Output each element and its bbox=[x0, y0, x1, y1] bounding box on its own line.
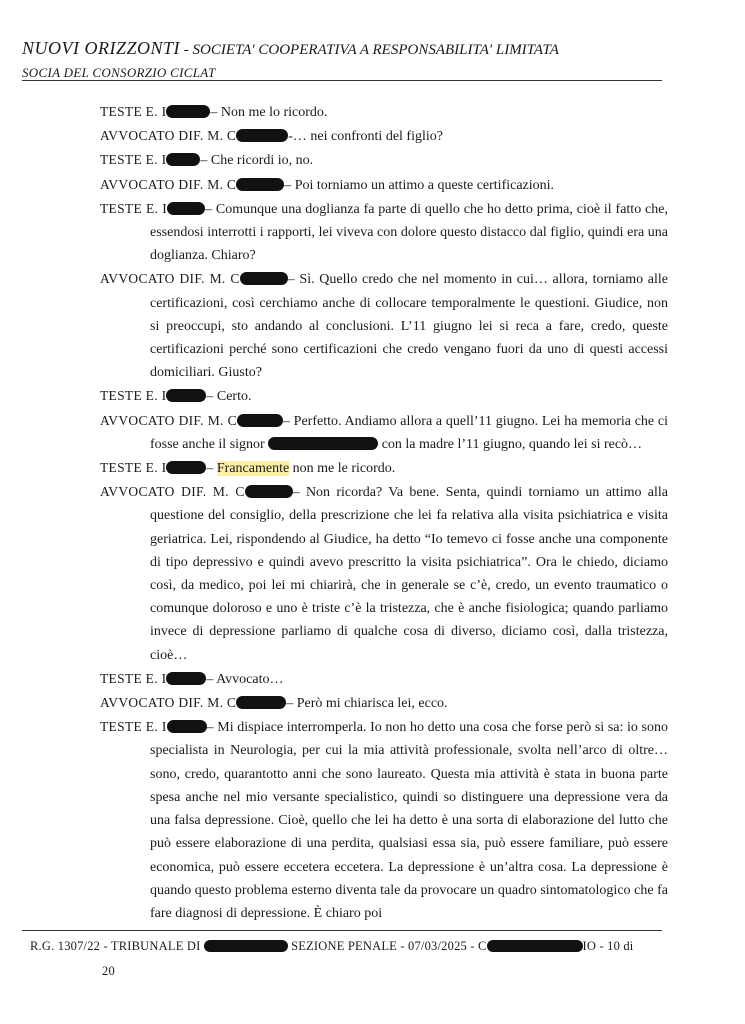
redaction-mark bbox=[166, 105, 210, 118]
transcript-turn bbox=[100, 100, 668, 124]
turn-dash: – bbox=[206, 461, 217, 477]
transcript-turn bbox=[100, 148, 668, 172]
speaker-label: TESTE E. I bbox=[100, 200, 168, 216]
footer-section-date: SEZIONE PENALE - 07/03/2025 - C bbox=[291, 939, 487, 953]
footer-page-of: IO - 10 di bbox=[582, 939, 634, 953]
footer-rule bbox=[22, 930, 662, 931]
turn-text: – Certo. bbox=[206, 389, 252, 405]
transcript-body bbox=[100, 100, 668, 925]
speaker-label: AVVOCATO DIF. M. C bbox=[100, 484, 245, 500]
turn-text: – Non ricorda? Va bene. Senta, quindi torniamo un attimo alla questione del consiglio, della prescrizione che lei fa relativa alla visita psichiatrica e visita geriatrica. Lei, rispondendo al Giudice, ha detto “Io temevo ci fosse anche una componente di tipo depressivo e quindi avevo prescritto la visita psichiatrica”. Ora le chiedo, diciamo così, da medico, poi lei mi chiarirà, che in generale se c’è, credo, un evento traumatico o comunque doloroso e uno è triste c’è la tristezza, che è anche fisiologica; quando parliamo invece di depressione parliamo di qualche cosa di diverso, diciamo così, dalla tristezza, cioè… bbox=[150, 485, 668, 663]
transcript-turn bbox=[100, 480, 668, 667]
redaction-mark bbox=[487, 940, 583, 952]
speaker-label: TESTE E. I bbox=[100, 152, 167, 168]
speaker-label: TESTE E. I bbox=[100, 670, 167, 686]
turn-text: – Poi torniamo un attimo a queste certificazioni. bbox=[284, 177, 555, 193]
turn-text: – Mi dispiace interromperla. Io non ho detto una cosa che forse però si sa: io sono specialista in Neurologia, per cui la mia attività professionale, svolta nell’arco di oltre… sono, credo, quarantotto anni che sono laureato. Questa mia attività è stata in buona parte spesa anche nel mio versante specialistico, quindi so distinguere una depressione vera da una falsa depressione. Cioè, quello che lei ha detto è una sorta di elaborazione del lutto che può essere elaborazione di una perdita, qualsiasi essa sia, può essere familiare, può essere economica, può essere eccetera eccetera. La depressione è un’altra cosa. La depressione è quando questo problema esterno diventa tale da provocare un quadro sintomatologico che fa fare diagnosi di depressione. È chiaro poi bbox=[150, 720, 668, 921]
turn-text: – Avvocato… bbox=[206, 671, 284, 687]
redaction-mark bbox=[236, 178, 284, 191]
redaction-mark bbox=[166, 153, 200, 166]
speaker-label: AVVOCATO DIF. M. C bbox=[100, 695, 237, 711]
turn-text: – Che ricordi io, no. bbox=[200, 153, 314, 169]
transcript-turn bbox=[100, 197, 668, 268]
redaction-mark bbox=[166, 389, 206, 402]
org-name: NUOVI ORIZZONTI bbox=[22, 38, 181, 58]
redaction-mark bbox=[268, 437, 378, 450]
speaker-label: AVVOCATO DIF. M. C bbox=[100, 271, 240, 287]
turn-text-continued: con la madre l’11 giugno, quando lei si recò… bbox=[381, 436, 643, 452]
turn-text: – Comunque una doglianza fa parte di quello che ho detto prima, cioè il fatto che, essendosi interrotti i rapporti, lei viveva con dolore questo distacco dal figlio, quindi era una doglianza. Chiaro? bbox=[150, 201, 668, 264]
transcript-turn bbox=[100, 667, 668, 691]
header-rule bbox=[22, 80, 662, 81]
letterhead bbox=[22, 38, 662, 81]
redaction-mark bbox=[237, 414, 283, 427]
turn-text: – Però mi chiarisca lei, ecco. bbox=[286, 696, 448, 712]
redaction-mark bbox=[240, 272, 288, 285]
transcript-turn bbox=[100, 456, 668, 480]
redaction-mark bbox=[204, 940, 288, 952]
transcript-turn bbox=[100, 173, 668, 197]
transcript-turn bbox=[100, 384, 668, 408]
consortium-line: SOCIA DEL CONSORZIO CICLAT bbox=[22, 65, 216, 80]
redaction-mark bbox=[236, 696, 286, 709]
redaction-mark bbox=[166, 461, 206, 474]
speaker-label: TESTE E. I bbox=[100, 104, 167, 119]
speaker-label: TESTE E. I bbox=[100, 388, 167, 404]
speaker-label: AVVOCATO DIF. M. C bbox=[100, 176, 237, 192]
highlighted-word: Francamente bbox=[216, 461, 290, 477]
speaker-label: AVVOCATO DIF. M. C bbox=[100, 128, 237, 144]
speaker-label: TESTE E. I bbox=[100, 719, 167, 735]
transcript-turn bbox=[100, 409, 668, 456]
transcript-turn bbox=[100, 715, 668, 925]
footer-case-number: R.G. 1307/22 - TRIBUNALE DI bbox=[30, 939, 201, 953]
org-description: - SOCIETA' COOPERATIVA A RESPONSABILITA' LIMITATA bbox=[180, 42, 559, 58]
turn-text: – Non me lo ricordo. bbox=[210, 105, 328, 120]
redaction-mark bbox=[167, 720, 207, 733]
speaker-label: AVVOCATO DIF. M. C bbox=[100, 412, 237, 428]
speaker-label: TESTE E. I bbox=[100, 460, 167, 476]
turn-text: – Sì. Quello credo che nel momento in cui… allora, torniamo alle certificazioni, così cerchiamo anche di collocare temporalmente le questioni. Giudice, non si preoccupi, sto andando al conclusioni. L’11 giugno lei si reca a fare, credo, queste certificazioni perché sono certificazioni che credo vengano fuori da uno di questi accessi domiciliari. Giusto? bbox=[150, 272, 668, 381]
footer-page-total: 20 bbox=[102, 964, 115, 978]
transcript-turn bbox=[100, 691, 668, 715]
transcript-turn bbox=[100, 267, 668, 384]
turn-text: non me le ricordo. bbox=[292, 461, 396, 477]
redaction-mark bbox=[245, 485, 293, 498]
turn-text: – Perfetto. Andiamo allora a quell’11 giugno. Lei ha memoria che ci fosse anche il signor bbox=[150, 413, 668, 452]
page-footer bbox=[30, 934, 670, 984]
transcript-turn bbox=[100, 124, 668, 148]
redaction-mark bbox=[236, 129, 288, 142]
redaction-mark bbox=[167, 202, 205, 215]
redaction-mark bbox=[166, 672, 206, 685]
turn-text: -… nei confronti del figlio? bbox=[288, 129, 443, 145]
